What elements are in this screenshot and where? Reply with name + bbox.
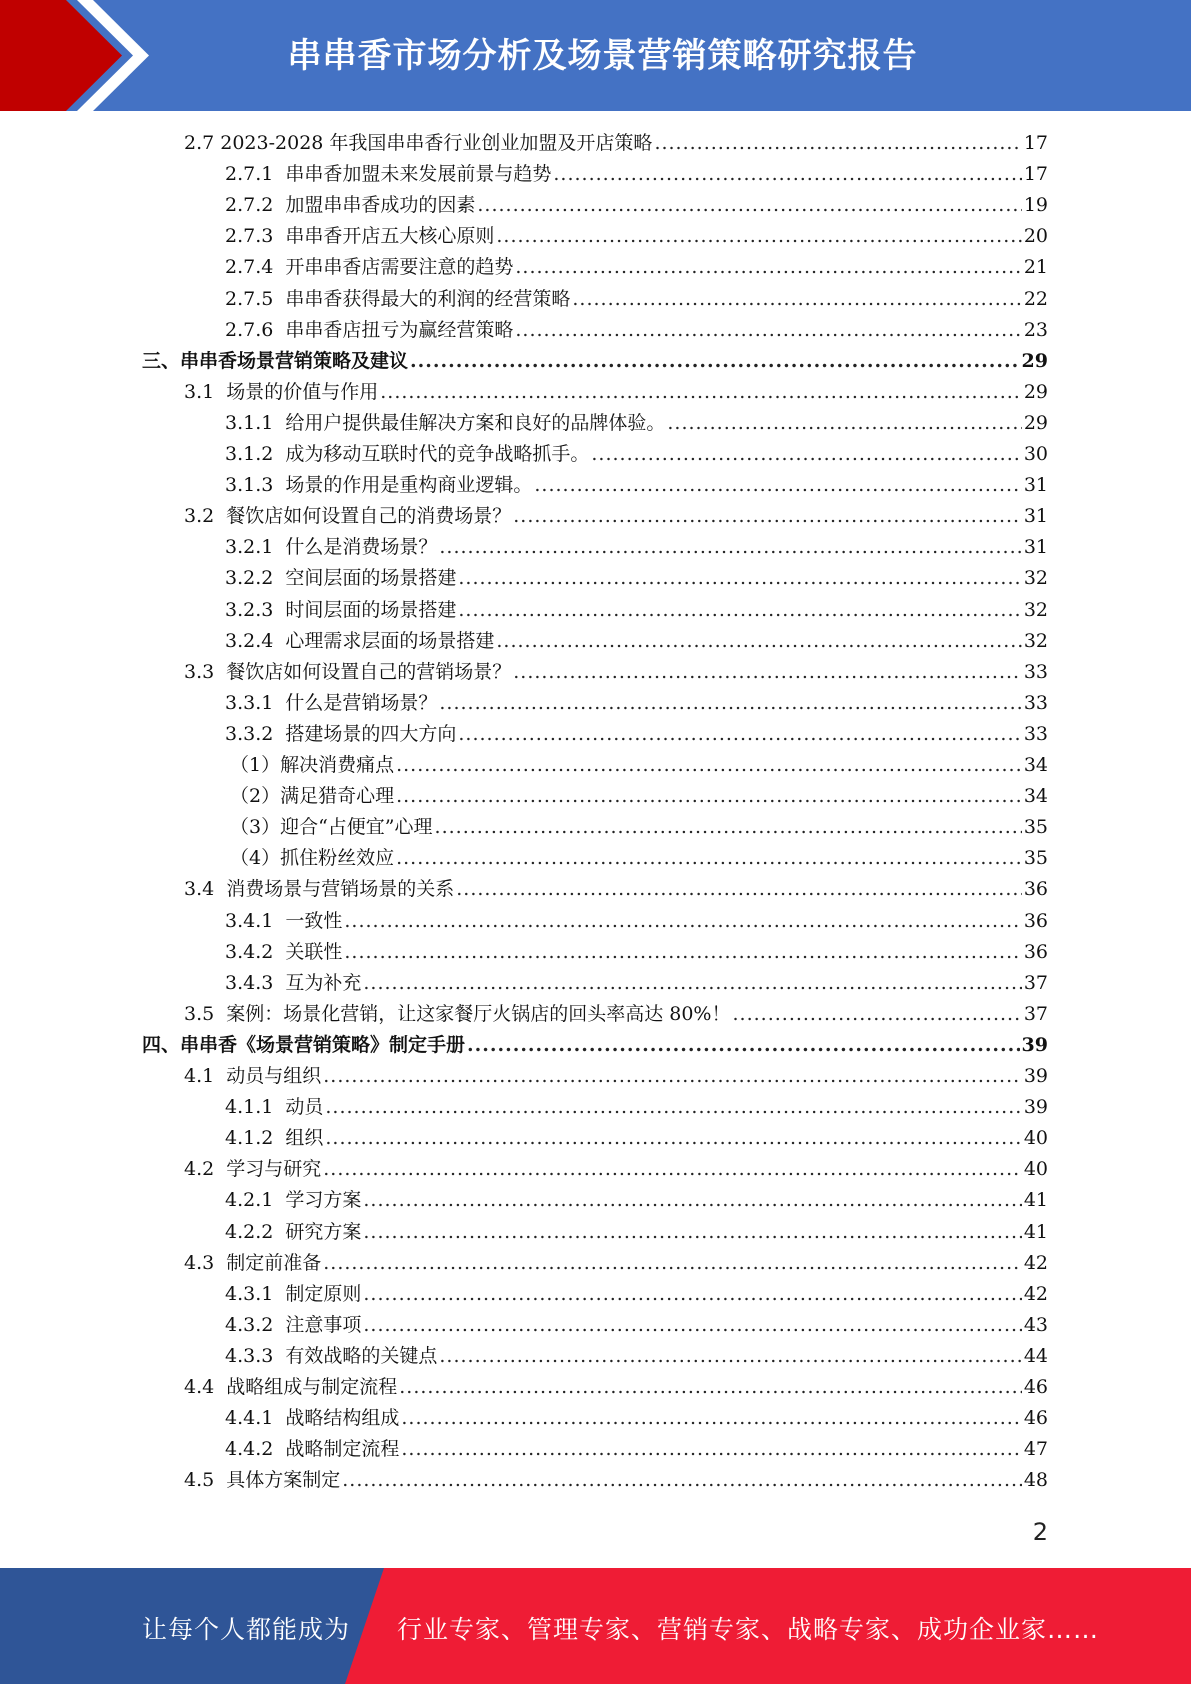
toc-entry-label [225,532,437,563]
toc-entry-label [230,781,394,812]
toc-entry-page: 32 [1023,567,1048,590]
toc-entry-text: 开串串香店需要注意的趋势 [285,256,514,279]
toc-entry[interactable] [184,657,1048,688]
page-header [0,0,1191,111]
toc-entry-text: 搭建场景的四大方向 [285,722,457,745]
toc-entry-text: （1）解决消费痛点 [230,754,395,776]
toc-entry-number: 3.1.3 [225,474,274,497]
toc-entry-number: 3.2.3 [225,598,274,621]
toc-entry[interactable] [225,626,1048,657]
toc-entry-page: 22 [1023,287,1048,310]
toc-entry-page: 31 [1023,536,1048,559]
toc-entry-label [225,1092,323,1123]
toc-dot-leader [733,999,1022,1030]
toc-entry-label [225,1403,399,1434]
toc-entry-text: 动员与组织 [226,1065,322,1087]
toc-entry[interactable] [225,906,1048,937]
toc-entry-page: 33 [1023,691,1048,714]
toc-entry-text: 2.7 2023-2028 年我国串串香行业创业加盟及开店策略 [184,132,653,154]
toc-entry[interactable] [184,501,1048,532]
toc-entry-label [184,999,731,1030]
toc-dot-leader [380,377,1022,408]
toc-entry[interactable] [225,532,1048,563]
toc-entry-label [184,1372,397,1403]
page-number: 2 [1032,1518,1048,1546]
toc-dot-leader [396,843,1022,874]
toc-entry-text: 一致性 [285,909,343,932]
toc-entry-page: 23 [1023,318,1048,341]
toc-dot-leader [323,1248,1022,1279]
toc-entry-page: 48 [1023,1469,1048,1492]
toc-entry-text: 串串香店扭亏为赢经营策略 [285,318,514,341]
toc-entry[interactable] [184,1154,1048,1185]
toc-dot-leader [439,1341,1021,1372]
toc-entry[interactable] [225,439,1048,470]
toc-entry-label [225,937,342,968]
toc-entry-label [225,1217,361,1248]
toc-entry-label [225,470,532,501]
toc-entry-text: 消费场景与营销场景的关系 [226,878,455,901]
toc-entry[interactable] [225,968,1048,999]
toc-entry-page: 33 [1023,660,1048,683]
toc-dot-leader [496,626,1021,657]
toc-entry-number: 4.4.1 [225,1407,274,1430]
toc-dot-leader [515,315,1021,346]
toc-entry-page: 47 [1023,1438,1048,1461]
toc-entry-number: 4.2 [184,1158,215,1181]
toc-entry-number: 3.3.2 [225,722,274,745]
toc-entry-text: 场景的价值与作用 [226,380,379,403]
toc-entry-page: 39 [1023,1096,1048,1119]
toc-entry-label [225,439,589,470]
toc-entry-text: （4）抓住粉丝效应 [230,847,395,870]
toc-entry-number: 4.1 [184,1065,215,1087]
toc-entry-number: 2.7.1 [225,163,274,186]
toc-entry-page: 21 [1023,256,1048,279]
toc-dot-leader [515,252,1021,283]
toc-entry[interactable] [142,346,1048,377]
toc-entry-number: 4.1.1 [225,1096,274,1119]
toc-entry[interactable] [225,190,1048,221]
toc-dot-leader [325,1123,1021,1154]
toc-entry[interactable] [184,1372,1048,1403]
footer-slogan-left: 让每个人都能成为 [142,1615,351,1644]
toc-entry-text: 加盟串串香成功的因素 [285,194,476,217]
toc-entry-text: 串串香加盟未来发展前景与趋势 [285,163,552,186]
toc-entry-label [225,719,456,750]
toc-entry-number: 3.2.1 [225,536,274,559]
toc-entry-page: 37 [1023,1002,1048,1025]
toc-entry-text: 有效战略的关键点 [285,1344,438,1367]
toc-entry-number: 2.7.5 [225,287,274,310]
toc-entry-label [225,1310,361,1341]
toc-entry-number: 2.7.4 [225,256,274,279]
footer-slogan-right: 行业专家、管理专家、营销专家、战略专家、成功企业家…… [397,1615,1100,1644]
toc-dot-leader [344,906,1021,937]
toc-entry-page: 41 [1023,1220,1048,1243]
toc-entry-page: 37 [1023,971,1048,994]
toc-entry[interactable] [230,812,1048,843]
toc-dot-leader [439,532,1021,563]
toc-entry-text: 战略结构组成 [285,1407,400,1430]
toc-entry-label [225,315,513,346]
toc-entry-page: 32 [1023,598,1048,621]
toc-entry-number: 4.2.2 [225,1220,274,1243]
toc-entry[interactable] [225,1123,1048,1154]
toc-entry-text: 组织 [285,1127,324,1150]
toc-entry[interactable] [225,315,1048,346]
toc-entry[interactable] [142,1030,1048,1061]
toc-entry[interactable] [225,1310,1048,1341]
document-title: 串串香市场分析及场景营销策略研究报告 [287,36,918,76]
toc-entry[interactable] [184,1248,1048,1279]
page-footer [0,1568,1191,1684]
toc-entry-label [184,377,378,408]
toc-entry-text: 战略组成与制定流程 [226,1376,398,1398]
toc-entry-page: 42 [1023,1282,1048,1305]
toc-entry-number: 3.2.2 [225,567,274,590]
toc-entry[interactable] [230,781,1048,812]
toc-entry-number: 3.3.1 [225,691,274,714]
toc-entry-number: 2.7.6 [225,318,274,341]
toc-entry-label [184,1061,321,1092]
toc-entry-text: 串串香获得最大的利润的经营策略 [285,287,571,310]
toc-entry-text: 动员 [285,1096,324,1119]
toc-entry-label [225,595,456,626]
toc-entry[interactable] [225,719,1048,750]
toc-entry-text: 具体方案制定 [226,1469,341,1492]
toc-entry[interactable] [184,1465,1048,1496]
toc-entry[interactable] [225,1403,1048,1434]
toc-entry[interactable] [225,252,1048,283]
toc-entry-text: 心理需求层面的场景搭建 [285,629,495,652]
toc-dot-leader [410,346,1020,377]
toc-dot-leader [325,1092,1021,1123]
toc-entry-page: 36 [1023,878,1048,901]
toc-dot-leader [396,781,1022,812]
toc-entry-text: 注意事项 [285,1313,362,1336]
toc-entry-page: 34 [1023,754,1048,776]
toc-entry-number: 3.2.4 [225,629,274,652]
toc-entry-page: 32 [1023,629,1048,652]
toc-entry-text: 什么是消费场景？ [285,536,438,559]
toc-entry-page: 39 [1021,1033,1048,1056]
toc-entry[interactable] [225,284,1048,315]
toc-entry[interactable] [230,843,1048,874]
toc-entry-number: 2.7.3 [225,225,274,248]
toc-entry-number: 4.2.1 [225,1189,274,1212]
toc-entry-number: 4.3.1 [225,1282,274,1305]
toc-entry-page: 36 [1023,940,1048,963]
toc-entry-text: 餐饮店如何设置自己的消费场景？ [226,505,512,528]
toc-entry-page: 35 [1023,816,1048,839]
toc-entry[interactable] [225,1185,1048,1216]
toc-entry-label [184,501,511,532]
toc-entry-label [225,688,437,719]
toc-dot-leader [342,1465,1022,1496]
toc-dot-leader [399,1372,1022,1403]
toc-entry-label [225,968,361,999]
toc-entry[interactable] [225,408,1048,439]
toc-entry[interactable] [225,1092,1048,1123]
toc-entry-label [225,1341,437,1372]
toc-entry-text: 三、串串香场景营销策略及建议 [142,349,409,372]
toc-entry[interactable] [184,874,1048,905]
toc-dot-leader [439,688,1021,719]
toc-entry-number: 3.1 [184,380,215,403]
toc-entry[interactable] [225,159,1048,190]
toc-dot-leader [363,1217,1021,1248]
toc-entry-text: 串串香开店五大核心原则 [285,225,495,248]
toc-entry-page: 35 [1023,847,1048,870]
toc-entry-number: 4.5 [184,1469,215,1492]
toc-entry[interactable] [225,688,1048,719]
toc-entry-label [184,657,511,688]
toc-dot-leader [323,1154,1022,1185]
toc-entry-text: 关联性 [285,940,343,963]
toc-dot-leader [396,750,1022,781]
toc-entry-number: 3.4.1 [225,909,274,932]
toc-dot-leader [496,221,1021,252]
toc-entry-number: 3.4.3 [225,971,274,994]
toc-entry-page: 40 [1023,1158,1048,1181]
toc-entry-label [225,221,494,252]
toc-dot-leader [344,937,1021,968]
toc-entry-number: 4.3 [184,1251,215,1274]
toc-dot-leader [363,1185,1021,1216]
toc-entry-text: 研究方案 [285,1220,362,1243]
toc-entry-label [184,1248,321,1279]
toc-entry-page: 29 [1023,411,1048,434]
toc-entry-number: 4.3.2 [225,1313,274,1336]
toc-entry-number: 3.1.1 [225,411,274,434]
toc-entry-number: 3.1.2 [225,443,274,465]
toc-entry-page: 17 [1023,132,1048,154]
toc-dot-leader [363,1310,1021,1341]
toc-entry-text: 给用户提供最佳解决方案和良好的品牌体验。 [285,411,666,434]
toc-entry-page: 30 [1023,443,1048,465]
toc-entry-text: 制定原则 [285,1282,362,1305]
toc-entry[interactable] [184,1061,1048,1092]
toc-entry-text: 学习与研究 [226,1158,322,1181]
toc-entry[interactable] [225,221,1048,252]
toc-entry-page: 34 [1023,785,1048,808]
toc-entry[interactable] [184,999,1048,1030]
toc-dot-leader [513,657,1022,688]
toc-entry-number: 4.3.3 [225,1344,274,1367]
toc-entry-text: （2）满足猎奇心理 [230,785,395,808]
toc-entry-text: 学习方案 [285,1189,362,1212]
toc-entry-label [142,1030,465,1061]
toc-entry-text: 什么是营销场景？ [285,691,438,714]
toc-entry-page: 31 [1023,505,1048,528]
toc-dot-leader [553,159,1021,190]
toc-entry-label [225,252,513,283]
toc-dot-leader [458,595,1021,626]
toc-entry-text: 四、串串香《场景营销策略》制定手册 [142,1033,466,1056]
toc-entry-label [225,1185,361,1216]
toc-entry[interactable] [184,377,1048,408]
toc-entry-page: 31 [1023,474,1048,497]
toc-entry-number: 3.3 [184,660,215,683]
toc-entry[interactable] [225,1279,1048,1310]
toc-entry-label [230,812,433,843]
toc-entry-number: 3.5 [184,1002,215,1025]
toc-entry[interactable] [184,128,1048,159]
toc-dot-leader [458,563,1021,594]
toc-entry-page: 17 [1023,163,1048,186]
toc-entry-page: 40 [1023,1127,1048,1150]
toc-entry-text: 制定前准备 [226,1251,322,1274]
toc-entry-page: 44 [1023,1344,1048,1367]
toc-entry-page: 19 [1023,194,1048,217]
toc-entry-text: 时间层面的场景搭建 [285,598,457,621]
toc-entry-label [225,284,570,315]
toc-entry-label [184,128,652,159]
toc-entry-page: 39 [1023,1065,1048,1087]
toc-entry-label [142,346,408,377]
toc-entry[interactable] [225,1434,1048,1465]
toc-dot-leader [401,1434,1021,1465]
toc-entry-label [225,159,551,190]
toc-entry[interactable] [225,1217,1048,1248]
toc-entry-page: 29 [1023,380,1048,403]
toc-entry-text: 餐饮店如何设置自己的营销场景？ [226,660,512,683]
toc-entry-label [225,1279,361,1310]
toc-entry-page: 29 [1021,349,1048,372]
toc-dot-leader [458,719,1021,750]
toc-entry[interactable] [225,595,1048,626]
toc-entry-label [184,1154,321,1185]
toc-entry-number: 4.1.2 [225,1127,274,1150]
toc-entry-text: 案例：场景化营销，让这家餐厅火锅店的回头率高达 80%！ [226,1002,731,1025]
toc-entry[interactable] [225,937,1048,968]
toc-entry-number: 2.7.2 [225,194,274,217]
toc-dot-leader [401,1403,1021,1434]
toc-entry-text: 互为补充 [285,971,362,994]
toc-entry-label [225,563,456,594]
toc-entry-number: 3.4.2 [225,940,274,963]
toc-entry-page: 36 [1023,909,1048,932]
toc-entry-label [225,626,494,657]
toc-dot-leader [534,470,1021,501]
toc-entry-number: 3.2 [184,505,215,528]
toc-entry-text: 战略制定流程 [285,1438,400,1461]
toc-dot-leader [456,874,1022,905]
toc-dot-leader [363,968,1021,999]
toc-entry-label [225,408,665,439]
toc-entry-page: 20 [1023,225,1048,248]
toc-entry-label [230,843,394,874]
toc-entry-label [225,906,342,937]
toc-dot-leader [591,439,1021,470]
toc-dot-leader [572,284,1021,315]
toc-entry-page: 42 [1023,1251,1048,1274]
toc-entry-text: 空间层面的场景搭建 [285,567,457,590]
toc-entry-label [184,874,454,905]
toc-entry-number: 3.4 [184,878,215,901]
toc-entry-text: 成为移动互联时代的竞争战略抓手。 [285,443,590,465]
toc-entry[interactable] [225,470,1048,501]
toc-entry-number: 4.4.2 [225,1438,274,1461]
toc-entry[interactable] [225,563,1048,594]
toc-entry[interactable] [225,1341,1048,1372]
toc-entry-label [184,1465,340,1496]
toc-entry-text: 场景的作用是重构商业逻辑。 [285,474,533,497]
toc-dot-leader [467,1030,1020,1061]
toc-entry-page: 41 [1023,1189,1048,1212]
toc-entry-page: 33 [1023,722,1048,745]
toc-entry-page: 46 [1023,1407,1048,1430]
toc-dot-leader [654,128,1021,159]
toc-entry-label [225,1434,399,1465]
toc-dot-leader [513,501,1022,532]
toc-entry-label [225,190,475,221]
toc-entry-page: 43 [1023,1313,1048,1336]
toc-dot-leader [363,1279,1021,1310]
toc-entry-text: （3）迎合“占便宜”心理 [230,816,433,839]
toc-entry-label [225,1123,323,1154]
toc-dot-leader [435,812,1022,843]
toc-entry[interactable] [230,750,1048,781]
toc-dot-leader [667,408,1021,439]
toc-entry-label [230,750,394,781]
toc-dot-leader [323,1061,1022,1092]
toc-dot-leader [477,190,1021,221]
toc-entry-page: 46 [1023,1376,1048,1398]
toc-entry-number: 4.4 [184,1376,215,1398]
